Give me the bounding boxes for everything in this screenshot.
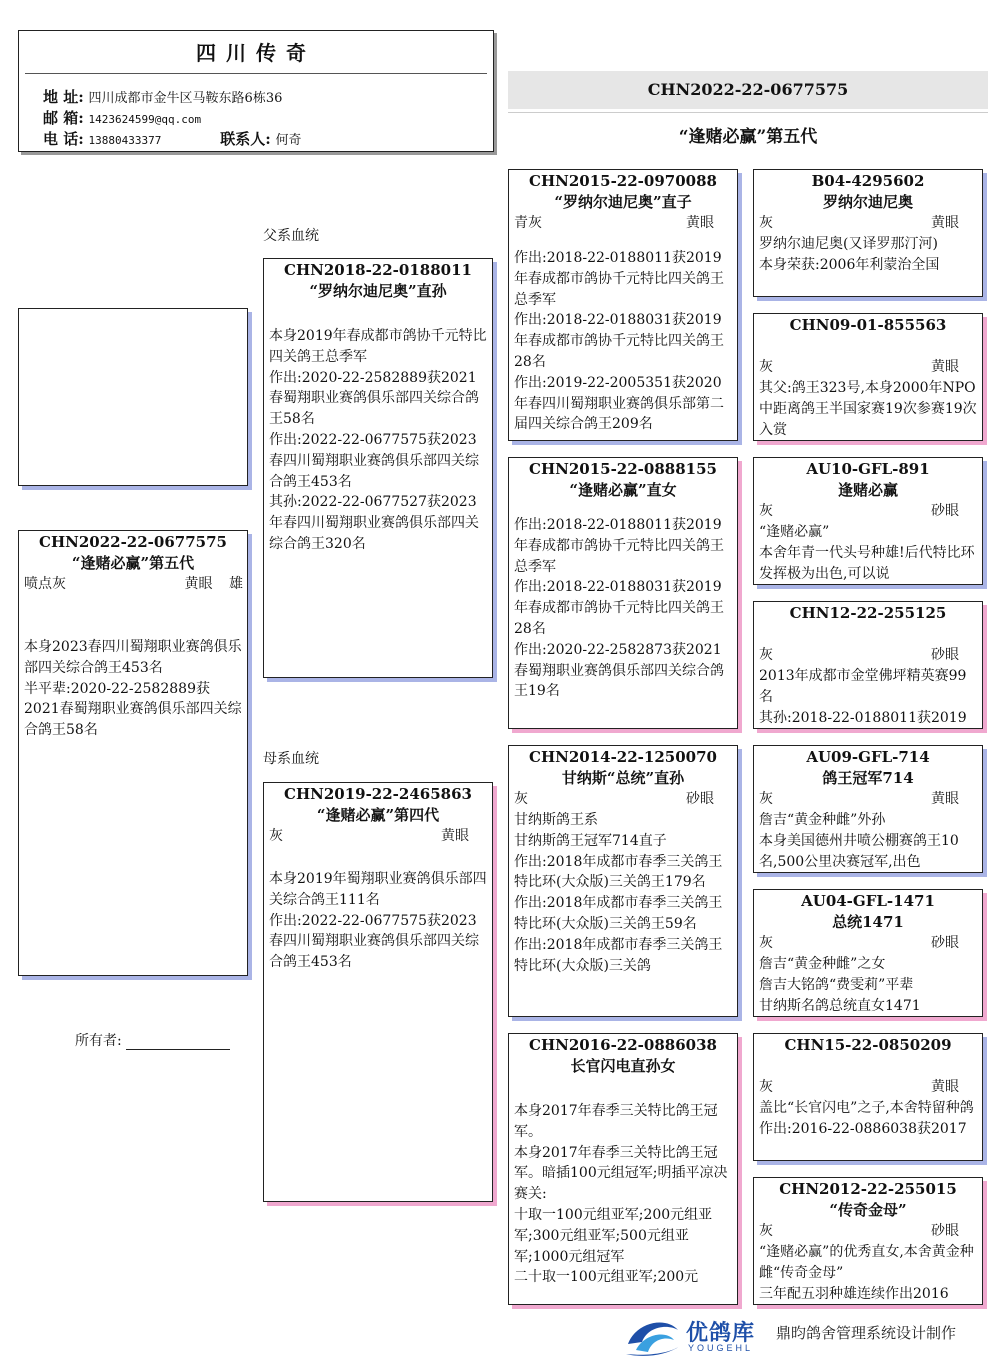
gen4-ring: CHN12-22-255125 bbox=[789, 604, 947, 622]
gen4-name bbox=[754, 1056, 982, 1077]
owner-row bbox=[75, 1030, 230, 1050]
gen4-name: 逢赌必赢 bbox=[837, 481, 898, 499]
email-row bbox=[43, 107, 201, 128]
gen3-ring: CHN2014-22-1250070 bbox=[529, 748, 717, 766]
gen4-notes: “逢赌必赢”的优秀直女,本舍黄金种雌“传奇金母” 三年配五羽种雄连续作出2016 bbox=[759, 1244, 974, 1302]
gen4-eye: 砂眼 bbox=[931, 503, 959, 519]
gen3-notes: 甘纳斯鸽王系 甘纳斯鸽王冠军714直子 作出:2018年成都市春季三关鸽王特比环(大众版)三关鸽王179名 作出:2018年成都市春季三关鸽王特比环(大众版)三关鸽王59名 作出:2018年成都市春季三关鸽王特比环(大众版)三关鸽 bbox=[514, 812, 723, 974]
subject-ring: CHN2022-22-0677575 bbox=[39, 533, 227, 551]
gen3-notes: 作出:2018-22-0188011获2019年春成都市鸽协千元特比四关鸽王总季军 作出:2018-22-0188031获2019年春成都市鸽协千元特比四关鸽王28名 作出:2019-22-2005351获2020年春四川蜀翔职业赛鸽俱乐部第二届四关综合鸽王209名 bbox=[514, 250, 724, 433]
email-label: 邮 箱: bbox=[43, 109, 84, 127]
gen3-color: 灰 bbox=[514, 791, 528, 807]
ancestor-card bbox=[753, 889, 983, 1017]
gen4-color: 灰 bbox=[759, 359, 773, 375]
contact-value: 何奇 bbox=[275, 133, 302, 148]
subject-color: 喷点灰 bbox=[24, 576, 66, 592]
gen4-name: 鸽王冠军714 bbox=[822, 769, 914, 787]
gen3-name: 长官闪电直孙女 bbox=[570, 1057, 676, 1075]
gen4-color: 灰 bbox=[759, 503, 773, 519]
dam-notes: 本身2019年蜀翔职业赛鸽俱乐部四关综合鸽王111名 作出:2022-22-0677575获2023春四川蜀翔职业赛鸽俱乐部四关综合鸽王453名 bbox=[269, 871, 487, 971]
gen4-color: 灰 bbox=[759, 215, 773, 231]
gen4-attributes bbox=[754, 933, 982, 954]
subject-name: “逢赌必赢”第五代 bbox=[71, 554, 195, 572]
sire-notes: 本身2019年春成都市鸽协千元特比四关鸽王总季军 作出:2020-22-2582889获2021春蜀翔职业赛鸽俱乐部四关综合鸽王58名 作出:2022-22-0677575获2023春四川蜀翔职业赛鸽俱乐部四关综合鸽王453名 其孙:2022-22-0677527获2023年春四川蜀翔职业赛鸽俱乐部四关综合鸽王320名 bbox=[269, 328, 487, 552]
system-credit: 鼎昀鸽舍管理系统设计制作 bbox=[776, 1324, 957, 1342]
gen3-ring: CHN2015-22-0970088 bbox=[529, 172, 717, 190]
granddam-paternal-card bbox=[508, 457, 738, 729]
gen4-color: 灰 bbox=[759, 647, 773, 663]
gen4-eye: 砂眼 bbox=[931, 1223, 959, 1239]
pedigree-title-name: “逢赌必赢”第五代 bbox=[678, 127, 818, 147]
gen4-ring: CHN15-22-0850209 bbox=[784, 1036, 952, 1054]
phone-row bbox=[43, 128, 302, 149]
gen4-ring: AU04-GFL-1471 bbox=[801, 892, 935, 910]
dam-color: 灰 bbox=[269, 828, 283, 844]
gen3-notes: 作出:2018-22-0188011获2019年春成都市鸽协千元特比四关鸽王总季军 作出:2018-22-0188031获2019年春成都市鸽协千元特比四关鸽王28名 作出:2020-22-2582873获2021春蜀翔职业赛鸽俱乐部四关综合鸽王19名 bbox=[514, 517, 724, 700]
gen4-eye: 砂眼 bbox=[931, 647, 959, 663]
gen4-notes: 2013年成都市金堂佛坪精英赛99名 其孙:2018-22-0188011获2019 bbox=[759, 668, 967, 726]
ancestor-card bbox=[753, 745, 983, 873]
dam-line-label: 母系血统 bbox=[263, 751, 319, 767]
gen4-eye: 黄眼 bbox=[931, 1079, 959, 1095]
owner-underline bbox=[126, 1049, 230, 1050]
gen3-name: 甘纳斯“总统”直孙 bbox=[561, 769, 685, 787]
gen4-attributes bbox=[754, 213, 982, 234]
logo-subtitle: YOUGEHL bbox=[688, 1343, 754, 1353]
sire-line-label: 父系血统 bbox=[263, 228, 319, 244]
logo-name: 优鸽库 bbox=[686, 1320, 756, 1345]
sire-card bbox=[263, 258, 493, 678]
gen4-eye: 黄眼 bbox=[931, 215, 959, 231]
gen3-eye: 砂眼 bbox=[686, 791, 714, 807]
ancestor-card bbox=[753, 1033, 983, 1161]
subject-sex: 雄 bbox=[229, 576, 243, 592]
gen4-notes: 詹吉“黄金种雌”之女 詹吉大铭鸽“费雯莉”平辈 甘纳斯名鸽总统直女1471 bbox=[759, 956, 921, 1014]
owner-label: 所有者: bbox=[75, 1033, 122, 1049]
title-divider bbox=[508, 112, 988, 113]
gen4-notes: 罗纳尔迪尼奥(又译罗那汀河) 本身荣获:2006年利蒙治全国 bbox=[759, 236, 940, 273]
gen4-color: 灰 bbox=[759, 1223, 773, 1239]
ancestor-card bbox=[753, 313, 983, 441]
gen4-ring: AU09-GFL-714 bbox=[806, 748, 930, 766]
granddam-maternal-card bbox=[508, 1033, 738, 1305]
gen3-attributes bbox=[509, 213, 737, 234]
gen4-name: “传奇金母” bbox=[829, 1201, 907, 1219]
gen4-eye: 黄眼 bbox=[931, 359, 959, 375]
gen3-eye: 黄眼 bbox=[686, 215, 714, 231]
gen3-name: “逢赌必赢”直女 bbox=[569, 481, 677, 499]
gen4-eye: 黄眼 bbox=[931, 791, 959, 807]
phone-value: 13880433377 bbox=[88, 134, 162, 147]
pedigree-title-ring: CHN2022-22-0677575 bbox=[508, 71, 988, 109]
gen3-ring: CHN2015-22-0888155 bbox=[529, 460, 717, 478]
ancestor-card bbox=[753, 169, 983, 297]
sire-ring: CHN2018-22-0188011 bbox=[284, 261, 472, 279]
gen3-name: “罗纳尔迪尼奥”直子 bbox=[554, 193, 692, 211]
gen4-attributes bbox=[754, 1077, 982, 1098]
gen4-color: 灰 bbox=[759, 791, 773, 807]
gen4-attributes bbox=[754, 645, 982, 666]
loft-name: 四川传奇 bbox=[196, 41, 316, 65]
subject-attributes bbox=[19, 574, 247, 595]
gen4-name: 总统1471 bbox=[832, 913, 904, 931]
ancestor-card bbox=[753, 601, 983, 729]
address-label: 地 址: bbox=[43, 88, 84, 106]
gen4-notes: “逢赌必赢” 本舍年青一代头号种雄!后代特比环发挥极为出色,可以说 bbox=[759, 524, 975, 582]
dam-ring: CHN2019-22-2465863 bbox=[284, 785, 472, 803]
gen3-color: 青灰 bbox=[514, 215, 542, 231]
gen4-name: 罗纳尔迪尼奥 bbox=[822, 193, 913, 211]
grandsire-maternal-card bbox=[508, 745, 738, 1017]
dam-name: “逢赌必赢”第四代 bbox=[316, 806, 440, 824]
address-row bbox=[43, 86, 282, 107]
gen4-ring: AU10-GFL-891 bbox=[806, 460, 930, 478]
subject-notes: 本身2023春四川蜀翔职业赛鸽俱乐部四关综合鸽王453名 半平辈:2020-22-2582889获2021春蜀翔职业赛鸽俱乐部四关综合鸽王58名 bbox=[24, 639, 242, 739]
dam-card bbox=[263, 782, 493, 1202]
email-value: 1423624599@qq.com bbox=[88, 113, 202, 126]
gen3-attributes bbox=[509, 789, 737, 810]
dam-eye: 黄眼 bbox=[441, 828, 469, 844]
gen4-color: 灰 bbox=[759, 935, 773, 951]
phone-label: 电 话: bbox=[43, 130, 84, 148]
gen4-notes: 其父:鸽王323号,本身2000年NPO中距离鸽王半国家赛19次参赛19次入赏 bbox=[759, 380, 977, 438]
subject-eye: 黄眼 bbox=[184, 576, 213, 592]
gen4-attributes bbox=[754, 789, 982, 810]
gen4-name bbox=[754, 336, 982, 357]
gen4-attributes bbox=[754, 501, 982, 522]
bird-photo-frame bbox=[18, 308, 248, 486]
gen4-ring: CHN09-01-855563 bbox=[789, 316, 947, 334]
grandsire-paternal-card bbox=[508, 169, 738, 441]
ancestor-card bbox=[753, 1177, 983, 1305]
gen4-attributes bbox=[754, 1221, 982, 1242]
gen4-color: 灰 bbox=[759, 1079, 773, 1095]
subject-card bbox=[18, 530, 248, 976]
gen4-name bbox=[754, 624, 982, 645]
footer bbox=[622, 1312, 1002, 1360]
loft-header bbox=[18, 30, 494, 152]
gen4-ring: CHN2012-22-255015 bbox=[779, 1180, 957, 1198]
sire-name: “罗纳尔迪尼奥”直孙 bbox=[309, 282, 447, 300]
contact-label: 联系人: bbox=[220, 130, 271, 148]
gen4-attributes bbox=[754, 357, 982, 378]
gen4-notes: 盖比“长官闪电”之子,本舍特留种鸽 作出:2016-22-0886038获2017 bbox=[759, 1100, 974, 1137]
gen3-ring: CHN2016-22-0886038 bbox=[529, 1036, 717, 1054]
gen4-ring: B04-4295602 bbox=[811, 172, 925, 190]
gen3-notes: 本身2017年春季三关特比鸽王冠军。 本身2017年春季三关特比鸽王冠军。暗插100元组冠军;明插平凉决赛关: 十取一100元组亚军;200元组亚军;300元组亚军;500元组亚军;1000元组冠军 二十取一100元组亚军;200元 bbox=[514, 1103, 728, 1286]
gen4-notes: 詹吉“黄金种雌”外孙 本身美国德州井喷公棚赛鸽王10名,500公里决赛冠军,出色 bbox=[759, 812, 959, 870]
gen4-eye: 砂眼 bbox=[931, 935, 959, 951]
address-value: 四川成都市金牛区马鞍东路6栋36 bbox=[88, 91, 283, 106]
ancestor-card bbox=[753, 457, 983, 585]
swirl-logo-icon bbox=[622, 1314, 684, 1358]
dam-attributes bbox=[264, 826, 492, 847]
header-divider bbox=[25, 73, 487, 74]
